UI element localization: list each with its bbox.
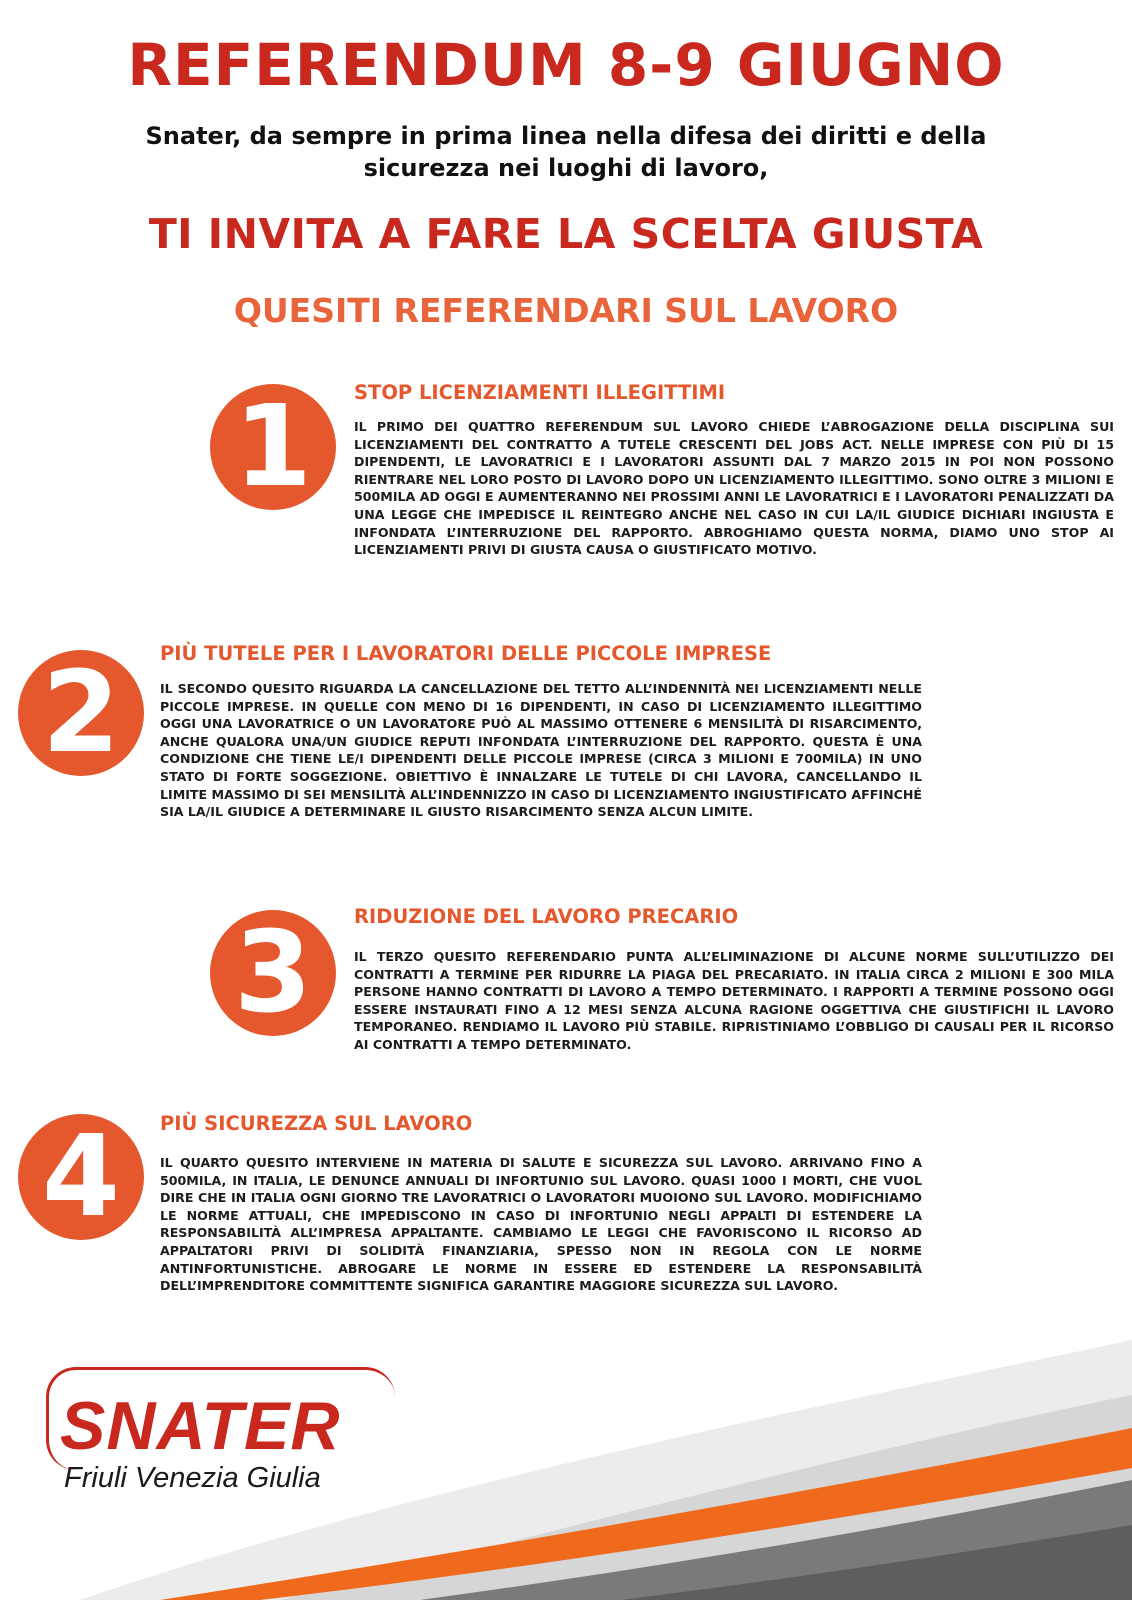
number-badge-2: 2 (18, 650, 144, 776)
number-badge-4: 4 (18, 1114, 144, 1240)
logo-region: Friuli Venezia Giulia (64, 1462, 321, 1494)
page-title: REFERENDUM 8-9 GIUGNO (127, 31, 1005, 99)
question-4-body: IL QUARTO QUESITO INTERVIENE IN MATERIA DI SALUTE E SICUREZZA SUL LAVORO. ARRIVANO FINO A 500MILA, IN ITALIA, LE DENUNCE ANNUALI DI INFORTUNIO SUL LAVORO. QUASI 1000 I MORTI, CHE VUOL DIRE CHE IN ITALIA OGNI GIORNO TRE LAVORATRICI O LAVORATORI MUOIONO SUL LAVORO. MODIFICHIAMO LE NORME ATTUALI, CHE IMPEDISCONO IN CASO DI INFORTUNIO NEGLI APPALTI DI ESTENDERE LA RESPONSABILITÀ ALL’IMPRESA APPALTANTE. CAMBIAMO LE LEGGI CHE FAVORISCONO IL RICORSO AD APPALTATORI PRIVI DI SOLIDITÀ FINANZIARIA, SPESSO NON IN REGOLA CON LE NORME ANTINFORTUNISTICHE. ABROGARE LE NORME IN ESSERE ED ESTENDERE LA RESPONSABILITÀ DELL’IMPRENDITORE COMMITTENTE SIGNIFICA GARANTIRE MAGGIORE SICUREZZA SUL LAVORO. (160, 1155, 922, 1294)
number-badge-3: 3 (210, 910, 336, 1036)
question-1-heading: STOP LICENZIAMENTI ILLEGITTIMI (354, 381, 726, 404)
question-3-body: IL TERZO QUESITO REFERENDARIO PUNTA ALL’ELIMINAZIONE DI ALCUNE NORME SULL’UTILIZZO DEI CONTRATTI A TERMINE PER RIDURRE LA PIAGA DEL PRECARIATO. IN ITALIA CIRCA 2 MILIONI E 300 MILA PERSONE HANNO CONTRATTI DI LAVORO A TEMPO DETERMINATO. I RAPPORTI A TERMINE POSSONO OGGI ESSERE INSTAURATI FINO A 12 MESI SENZA ALCUNA RAGIONE OGGETTIVA CHE GIUSTIFICHI IL LAVORO TEMPORANEO. RENDIAMO IL LAVORO PIÙ STABILE. RIPRISTINIAMO L’OBBLIGO DI CAUSALI PER IL RICORSO AI CONTRATTI A TEMPO DETERMINATO. (354, 949, 1114, 1052)
number-badge-1: 1 (210, 384, 336, 510)
subtitle-line-2: sicurezza nei luoghi di lavoro, (363, 154, 769, 182)
question-2-heading: PIÙ TUTELE PER I LAVORATORI DELLE PICCOLE IMPRESE (160, 642, 772, 665)
question-3-heading: RIDUZIONE DEL LAVORO PRECARIO (354, 905, 739, 928)
section-heading: QUESITI REFERENDARI SUL LAVORO (233, 291, 899, 330)
subtitle-line-1: Snater, da sempre in prima linea nella difesa dei diritti e della (145, 122, 987, 150)
page-subtitle (60, 120, 1072, 184)
snater-logo: SNATER (60, 1388, 341, 1464)
question-1-body: IL PRIMO DEI QUATTRO REFERENDUM SUL LAVORO CHIEDE L’ABROGAZIONE DELLA DISCIPLINA SUI LICENZIAMENTI DEL CONTRATTO A TUTELE CRESCENTI DEL JOBS ACT. NELLE IMPRESE CON PIÙ DI 15 DIPENDENTI, LE LAVORATRICI E I LAVORATORI ASSUNTI DAL 7 MARZO 2015 IN POI NON POSSONO RIENTRARE NEL LORO POSTO DI LAVORO DOPO UN LICENZIAMENTO ILLEGITTIMO. SONO OLTRE 3 MILIONI E 500MILA AD OGGI E AUMENTERANNO NEI PROSSIMI ANNI LE LAVORATRICI E I LAVORATORI PENALIZZATI DA UNA LEGGE CHE IMPEDISCE IL REINTEGRO ANCHE NEL CASO IN CUI LA/IL GIUDICE DICHIARI INGIUSTA E INFONDATA L’INTERRUZIONE DEL RAPPORTO. ABROGHIAMO QUESTA NORMA, DIAMO UNO STOP AI LICENZIAMENTI PRIVI DI GIUSTA CAUSA O GIUSTIFICATO MOTIVO. (354, 419, 1114, 558)
question-4-heading: PIÙ SICUREZZA SUL LAVORO (160, 1112, 473, 1135)
question-2-body: IL SECONDO QUESITO RIGUARDA LA CANCELLAZIONE DEL TETTO ALL’INDENNITÀ NEI LICENZIAMENTI NELLE PICCOLE IMPRESE. IN QUELLE CON MENO DI 16 DIPENDENTI, IN CASO DI LICENZIAMENTO ILLEGITTIMO OGGI UNA LAVORATRICE O UN LAVORATORE PUÒ AL MASSIMO OTTENERE 6 MENSILITÀ DI RISARCIMENTO, ANCHE QUALORA UNA/UN GIUDICE REPUTI INFONDATA L’INTERRUZIONE DEL RAPPORTO. QUESTA È UNA CONDIZIONE CHE TIENE LE/I DIPENDENTI DELLE PICCOLE IMPRESE (CIRCA 3 MILIONI E 700MILA) IN UNO STATO DI FORTE SOGGEZIONE. OBIETTIVO È INNALZARE LE TUTELE DI CHI LAVORA, CANCELLANDO IL LIMITE MASSIMO DI SEI MENSILITÀ ALL’INDENNIZZO IN CASO DI LICENZIAMENTO INGIUSTIFICATO AFFINCHÉ SIA LA/IL GIUDICE A DETERMINARE IL GIUSTO RISARCIMENTO SENZA ALCUN LIMITE. (160, 681, 922, 820)
invite-heading: TI INVITA A FARE LA SCELTA GIUSTA (148, 210, 984, 258)
